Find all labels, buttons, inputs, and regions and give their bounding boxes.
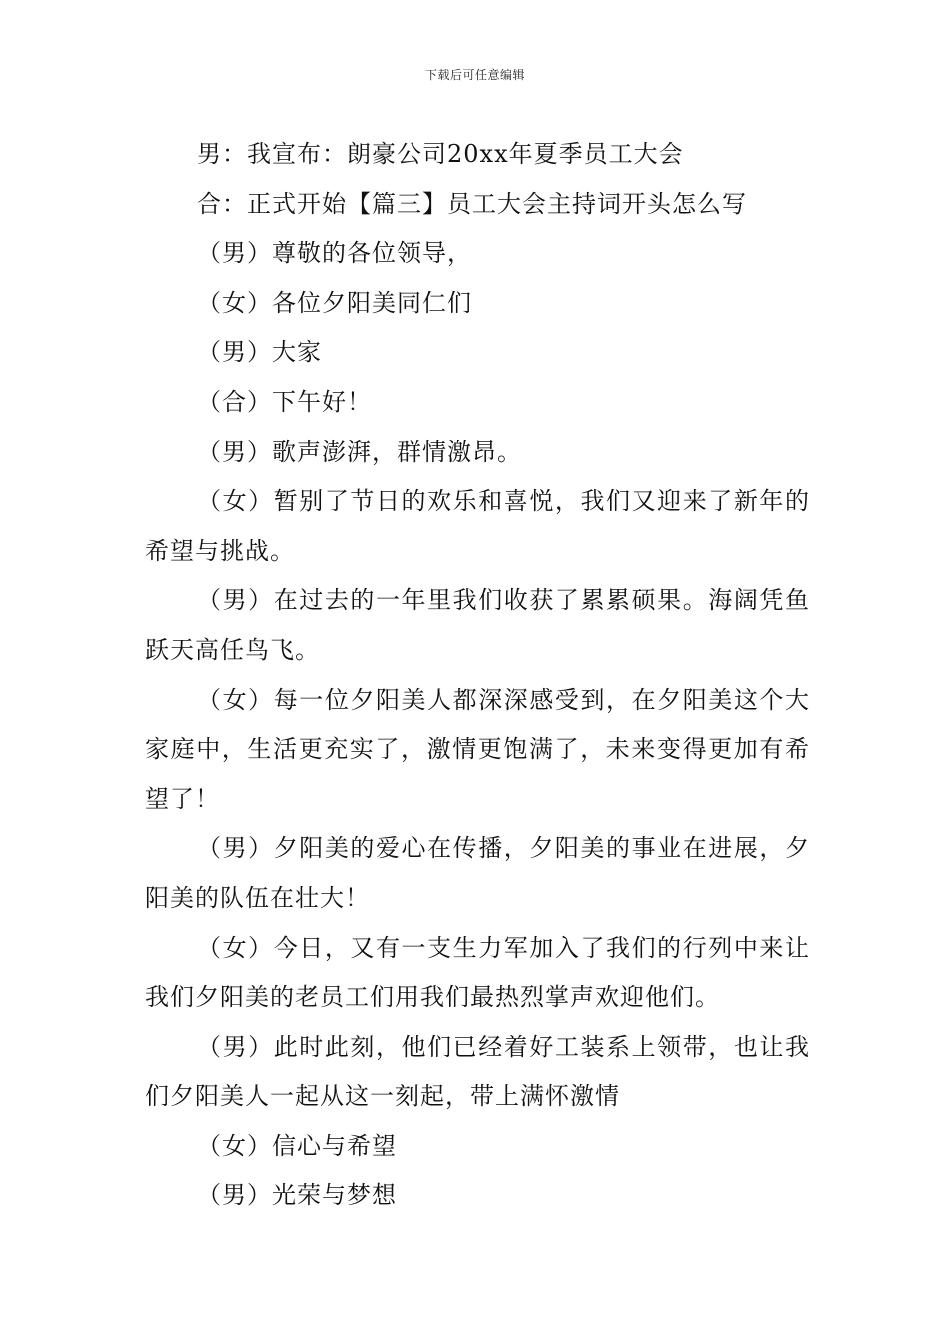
paragraph: （男）大家 [197,338,322,367]
paragraph: （女）各位夕阳美同仁们 [197,288,472,317]
paragraph: （女）今日，又有一支生力军加入了我们的行列中来让我们夕阳美的老员工们用我们最热烈掌声欢迎他们。 [145,933,810,1012]
paragraph: （男）光荣与梦想 [197,1181,397,1210]
paragraph: （女）每一位夕阳美人都深深感受到，在夕阳美这个大家庭中，生活更充实了，激情更饱满了，未来变得更加有希望了！ [145,685,810,813]
paragraph: （男）此时此刻，他们已经着好工装系上领带，也让我们夕阳美人一起从这一刻起，带上满怀激情 [145,1032,810,1111]
paragraph: （男）尊敬的各位领导， [197,239,472,268]
paragraph: （女）暂别了节日的欢乐和喜悦，我们又迎来了新年的希望与挑战。 [145,487,810,565]
document-body [145,130,810,1221]
paragraph: 男：我宣布：朗豪公司20xx年夏季员工大会 [197,140,684,168]
page-header: 下载后可任意编辑 [424,68,525,82]
paragraph: （男）在过去的一年里我们收获了累累硕果。海阔凭鱼跃天高任鸟飞。 [145,586,810,664]
paragraph: （女）信心与希望 [197,1131,397,1160]
paragraph: 合：正式开始【篇三】员工大会主持词开头怎么写 [197,189,747,218]
paragraph: （合）下午好！ [197,387,372,416]
paragraph: （男）歌声澎湃，群情激昂。 [197,437,522,466]
paragraph: （男）夕阳美的爱心在传播，夕阳美的事业在进展，夕阳美的队伍在壮大！ [145,834,810,912]
